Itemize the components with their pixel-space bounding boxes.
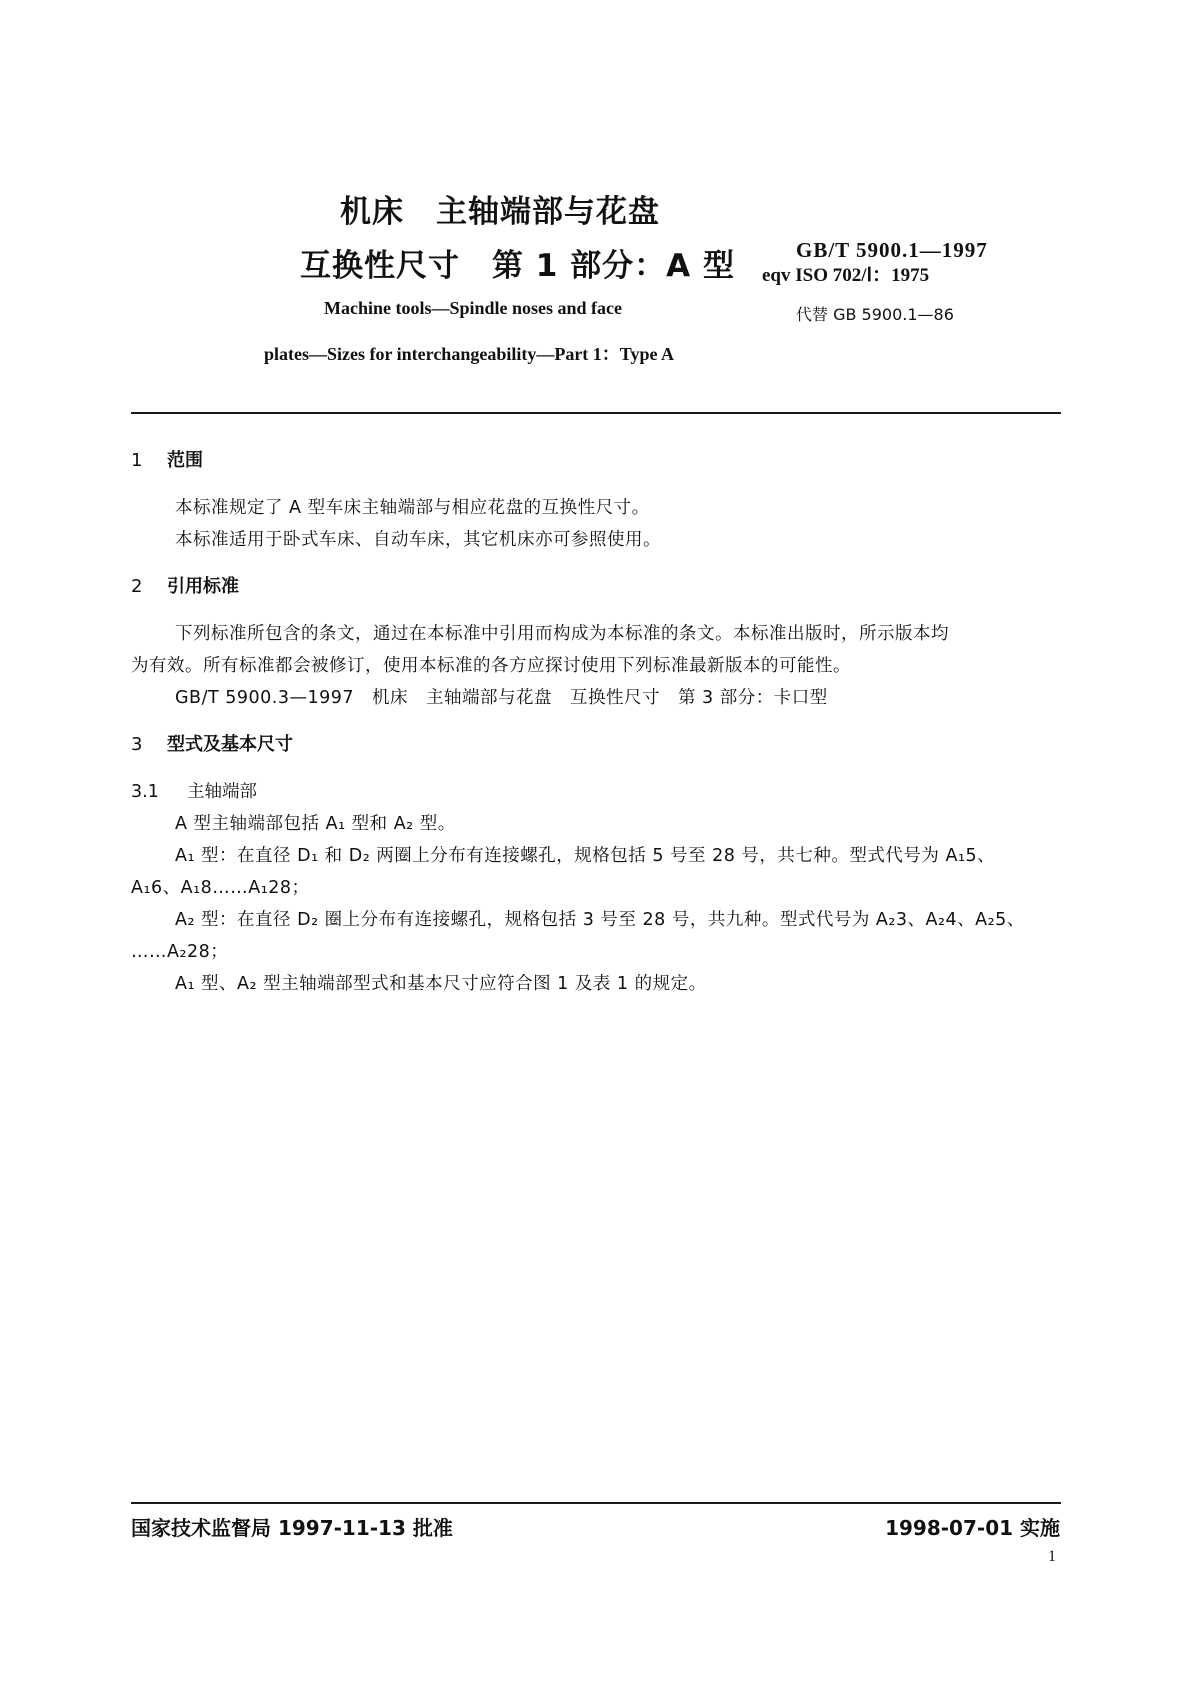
title-cn-line1: 机床 主轴端部与花盘 (340, 194, 660, 230)
approval-date: 国家技术监督局 1997-11-13 批准 (131, 1516, 453, 1540)
section-1-heading (131, 446, 203, 472)
section-3-heading (131, 730, 293, 756)
subsection-title: 主轴端部 (187, 782, 257, 802)
section-number: 3 (131, 734, 143, 755)
section-number: 1 (131, 450, 143, 471)
standard-equivalent: eqv ISO 702/Ⅰ：1975 (762, 265, 930, 286)
paragraph: A 型主轴端部包括 A₁ 型和 A₂ 型。 (175, 814, 456, 834)
page-number: 1 (1048, 1548, 1056, 1565)
paragraph: ……A₂28； (131, 942, 229, 962)
header-divider (131, 412, 1061, 414)
paragraph: 为有效。所有标准都会被修订，使用本标准的各方应探讨使用下列标准最新版本的可能性。 (131, 656, 851, 676)
title-en-line2: plates—Sizes for interchangeability—Part 1：Type A (264, 344, 674, 364)
footer-divider (131, 1502, 1061, 1504)
section-2-heading (131, 572, 239, 598)
title-en-line1: Machine tools—Spindle noses and face (324, 298, 623, 318)
subsection-3-1-heading (131, 778, 257, 803)
section-number: 2 (131, 576, 143, 597)
paragraph: A₂ 型：在直径 D₂ 圈上分布有连接螺孔，规格包括 3 号至 28 号，共九种。型式代号为 A₂3、A₂4、A₂5、 (175, 910, 1025, 930)
subsection-number: 3.1 (131, 782, 159, 802)
paragraph: A₁ 型、A₂ 型主轴端部型式和基本尺寸应符合图 1 及表 1 的规定。 (175, 974, 707, 994)
paragraph: A₁6、A₁8……A₁28； (131, 878, 310, 898)
paragraph: A₁ 型：在直径 D₁ 和 D₂ 两圈上分布有连接螺孔，规格包括 5 号至 28 号，共七种。型式代号为 A₁5、 (175, 846, 996, 866)
reference-standard: GB/T 5900.3—1997 机床 主轴端部与花盘 互换性尺寸 第 3 部分：卡口型 (175, 688, 828, 708)
section-title: 范围 (167, 450, 203, 471)
section-title: 型式及基本尺寸 (167, 734, 293, 755)
paragraph: 本标准规定了 A 型车床主轴端部与相应花盘的互换性尺寸。 (175, 498, 650, 518)
title-cn-line2: 互换性尺寸 第 1 部分：A 型 (300, 248, 735, 284)
paragraph: 本标准适用于卧式车床、自动车床，其它机床亦可参照使用。 (175, 530, 661, 550)
paragraph: 下列标准所包含的条文，通过在本标准中引用而构成为本标准的条文。本标准出版时，所示版本均 (175, 624, 949, 644)
standard-replaces: 代替 GB 5900.1—86 (796, 305, 954, 324)
section-title: 引用标准 (167, 576, 239, 597)
standard-code: GB/T 5900.1—1997 (796, 238, 988, 262)
effective-date: 1998-07-01 实施 (885, 1516, 1060, 1540)
